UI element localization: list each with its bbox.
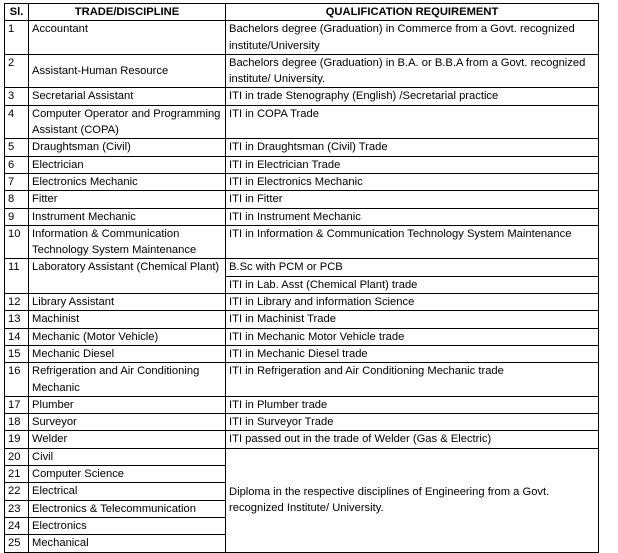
qualification-cell: ITI in Information & Communication Technology System Maintenance — [226, 225, 599, 259]
table-row — [5, 311, 599, 328]
qualification-cell: ITI in Machinist Trade — [226, 311, 599, 328]
trade-cell: Refrigeration and Air Conditioning Mechanic — [29, 363, 226, 397]
trade-cell: Machinist — [29, 311, 226, 328]
sl-cell: 24 — [5, 517, 29, 534]
sl-cell: 25 — [5, 535, 29, 552]
sl-cell: 23 — [5, 500, 29, 517]
qualification-cell: ITI in Library and information Science — [226, 294, 599, 311]
sl-cell: 22 — [5, 483, 29, 500]
table-row — [5, 88, 599, 105]
qualification-cell: ITI in Refrigeration and Air Conditioning Mechanic trade — [226, 363, 599, 397]
trade-cell: Electronics Mechanic — [29, 173, 226, 190]
sl-cell: 10 — [5, 225, 29, 259]
trade-cell: Mechanic (Motor Vehicle) — [29, 328, 226, 345]
sl-cell: 21 — [5, 466, 29, 483]
table-row — [5, 21, 599, 55]
qualification-cell: ITI passed out in the trade of Welder (Gas & Electric) — [226, 431, 599, 448]
sl-cell: 5 — [5, 139, 29, 156]
qualification-cell: ITI in Plumber trade — [226, 396, 599, 413]
table-row — [5, 363, 599, 397]
table-row — [5, 191, 599, 208]
table-row — [5, 225, 599, 259]
header-trade: TRADE/DISCIPLINE — [29, 4, 226, 21]
sl-cell: 1 — [5, 21, 29, 55]
qualification-cell: ITI in COPA Trade — [226, 105, 599, 139]
qualification-cell: ITI in Draughtsman (Civil) Trade — [226, 139, 599, 156]
table-header-row — [5, 4, 599, 21]
qualification-cell: B.Sc with PCM or PCB — [226, 259, 599, 276]
qualification-cell: ITI in trade Stenography (English) /Secretarial practice — [226, 88, 599, 105]
trade-cell: Fitter — [29, 191, 226, 208]
table-row — [5, 345, 599, 362]
sl-cell: 9 — [5, 208, 29, 225]
sl-cell: 7 — [5, 173, 29, 190]
trade-cell: Electronics & Telecommunication — [29, 500, 226, 517]
qualification-table — [4, 3, 599, 553]
table-row — [5, 431, 599, 448]
sl-cell: 18 — [5, 414, 29, 431]
table-row — [5, 294, 599, 311]
table-row — [5, 156, 599, 173]
trade-cell: Computer Science — [29, 466, 226, 483]
trade-cell: Mechanical — [29, 535, 226, 552]
table-row — [5, 414, 599, 431]
trade-cell: Electrical — [29, 483, 226, 500]
sl-cell: 12 — [5, 294, 29, 311]
qualification-cell: ITI in Electrician Trade — [226, 156, 599, 173]
trade-cell: Surveyor — [29, 414, 226, 431]
trade-cell: Library Assistant — [29, 294, 226, 311]
trade-cell: Accountant — [29, 21, 226, 55]
table-row — [5, 105, 599, 139]
trade-cell: Laboratory Assistant (Chemical Plant) — [29, 259, 226, 294]
qualification-cell: Bachelors degree (Graduation) in B.A. or B.B.A from a Govt. recognized institute/ University. — [226, 54, 599, 88]
trade-cell: Plumber — [29, 396, 226, 413]
trade-cell: Civil — [29, 448, 226, 465]
sl-cell: 4 — [5, 105, 29, 139]
table-row — [5, 208, 599, 225]
table-row — [5, 448, 599, 465]
sl-cell: 15 — [5, 345, 29, 362]
trade-cell: Draughtsman (Civil) — [29, 139, 226, 156]
table-row — [5, 139, 599, 156]
trade-cell: Assistant-Human Resource — [29, 54, 226, 88]
table-row — [5, 328, 599, 345]
qualification-cell: ITI in Instrument Mechanic — [226, 208, 599, 225]
qualification-cell: ITI in Surveyor Trade — [226, 414, 599, 431]
qualification-cell: ITI in Mechanic Diesel trade — [226, 345, 599, 362]
trade-cell: Instrument Mechanic — [29, 208, 226, 225]
sl-cell: 11 — [5, 259, 29, 294]
sl-cell: 20 — [5, 448, 29, 465]
trade-cell: Welder — [29, 431, 226, 448]
table-row — [5, 396, 599, 413]
table-row — [5, 54, 599, 88]
sl-cell: 16 — [5, 363, 29, 397]
trade-cell: Mechanic Diesel — [29, 345, 226, 362]
sl-cell: 3 — [5, 88, 29, 105]
qualification-cell: ITI in Lab. Asst (Chemical Plant) trade — [226, 276, 599, 293]
table-row — [5, 259, 599, 276]
sl-cell: 17 — [5, 396, 29, 413]
sl-cell: 6 — [5, 156, 29, 173]
trade-cell: Computer Operator and Programming Assistant (COPA) — [29, 105, 226, 139]
qualification-cell: ITI in Mechanic Motor Vehicle trade — [226, 328, 599, 345]
table-row — [5, 173, 599, 190]
diploma-qualification-cell: Diploma in the respective disciplines of Engineering from a Govt. recognized Institute/ University. — [226, 448, 599, 552]
qualification-cell: Bachelors degree (Graduation) in Commerce from a Govt. recognized institute/University — [226, 21, 599, 55]
trade-cell: Information & Communication Technology System Maintenance — [29, 225, 226, 259]
sl-cell: 13 — [5, 311, 29, 328]
trade-cell: Secretarial Assistant — [29, 88, 226, 105]
header-qualification: QUALIFICATION REQUIREMENT — [226, 4, 599, 21]
qualification-cell: ITI in Fitter — [226, 191, 599, 208]
trade-cell: Electronics — [29, 517, 226, 534]
qualification-cell: ITI in Electronics Mechanic — [226, 173, 599, 190]
sl-cell: 19 — [5, 431, 29, 448]
sl-cell: 14 — [5, 328, 29, 345]
sl-cell: 8 — [5, 191, 29, 208]
sl-cell: 2 — [5, 54, 29, 88]
trade-cell: Electrician — [29, 156, 226, 173]
header-sl: Sl. — [5, 4, 29, 21]
